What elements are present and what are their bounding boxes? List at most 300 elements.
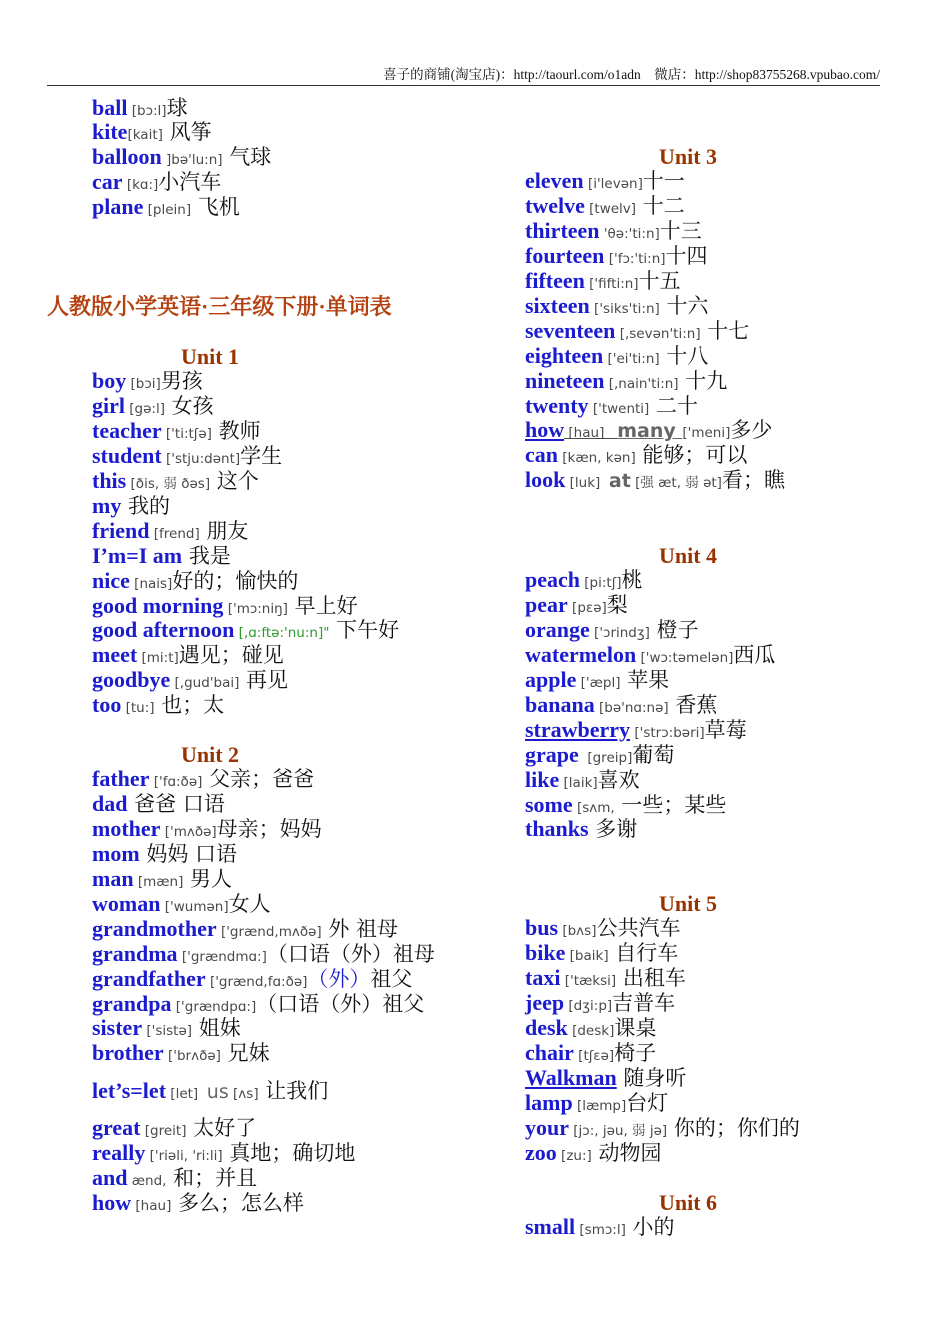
english-word: mother (92, 816, 161, 842)
phonetic-transcription: [gə:l] (125, 401, 165, 418)
vocab-entry-twelve (525, 194, 851, 219)
phonetic-transcription: ['strɔ:bəri] (630, 724, 705, 741)
vocab-entry-peach (525, 568, 851, 593)
vocab-entry-man (92, 867, 435, 892)
phonetic-transcription: ['grænd,fɑ:ðə] (205, 973, 308, 990)
phonetic-transcription: ['twenti] (588, 400, 650, 417)
english-word: car (92, 169, 123, 195)
phonetic-transcription: [kæn, kən] (558, 450, 636, 467)
english-word: chair (525, 1039, 574, 1065)
english-word: bike (525, 940, 566, 966)
vocab-entry-bus (525, 916, 851, 941)
english-word: this (92, 468, 127, 494)
english-word: father (92, 766, 150, 792)
phonetic-transcription: [bə'nɑ:nə] (594, 699, 669, 716)
phonetic-transcription: [pi:tʃ] (580, 575, 622, 592)
english-word: can (525, 442, 558, 468)
phonetic-transcription: [,gud'bai] (170, 675, 240, 692)
phonetic-transcription: ['fifti:n] (584, 276, 639, 293)
chinese-meaning: 球 (166, 95, 188, 120)
vocab-entry-eleven (525, 169, 851, 194)
chinese-meaning: 草莓 (704, 717, 747, 742)
phonetic-transcription: ['mʌðə] (160, 824, 217, 841)
phonetic-transcription: [mæn] (133, 874, 184, 891)
vocab-entry-too (92, 693, 399, 718)
vocab-entry-woman (92, 892, 435, 917)
english-word: goodbye (92, 667, 171, 693)
english-word: boy (92, 368, 127, 394)
unit-1-section (92, 345, 399, 718)
english-word: twelve (525, 193, 585, 219)
english-word: sister (92, 1015, 143, 1041)
english-word-extra: us (206, 1080, 229, 1103)
english-word: pear (525, 592, 568, 618)
phonetic-transcription: ['ei'ti:n] (603, 350, 660, 367)
shop-info-text: 喜子的商铺(淘宝店)：http://taourl.com/o1adn 微店：http://shop83755268.vpubao.com/ (383, 67, 880, 82)
chinese-meaning: 自行车 (608, 941, 679, 966)
vocab-entry-fourteen (525, 244, 851, 269)
chinese-meaning: 十六 (659, 293, 709, 318)
chinese-meaning: 让我们 (258, 1078, 329, 1103)
english-word: bus (525, 915, 559, 941)
vocab-entry-grandmother (92, 917, 435, 942)
vocab-entry-good-morning (92, 594, 399, 619)
chinese-meaning: 早上好 (287, 593, 358, 618)
english-word: desk (525, 1015, 568, 1041)
english-word: your (525, 1114, 569, 1140)
chinese-meaning: 十二 (636, 194, 685, 219)
english-word: zoo (525, 1139, 557, 1165)
vocab-entry-this (92, 469, 399, 494)
vocab-entry-fifteen (525, 269, 851, 294)
phonetic-transcription: ['grændmɑ:] (177, 948, 267, 965)
english-word: peach (525, 567, 580, 593)
chinese-meaning: 一些；某些 (614, 792, 727, 817)
vocab-entry-goodbye (92, 668, 399, 693)
phonetic-transcription: 'θə:'ti:n] (599, 226, 660, 243)
phonetic-transcription: [jɔ:, jəu, 弱 jə] (569, 1122, 668, 1139)
english-word: grandfather (92, 965, 206, 991)
english-word: taxi (525, 965, 561, 991)
phonetic-transcription: ['fɑ:ðə] (149, 774, 203, 791)
english-word: orange (525, 617, 590, 643)
phonetic-transcription: ['wumən] (160, 898, 229, 915)
vocab-entry-jeep (525, 991, 851, 1016)
vocab-list-continued (92, 96, 271, 220)
vocab-entry-apple (525, 668, 851, 693)
phonetic-transcription: ['ti:tʃə] (161, 426, 212, 443)
phonetic-transcription: [laik] (559, 774, 598, 791)
english-word-extra: at (608, 470, 631, 493)
vocab-entry-lamp (525, 1091, 851, 1116)
phonetic-transcription: [nais] (129, 575, 173, 592)
english-word: brother (92, 1040, 164, 1066)
page-title: 人教版小学英语·三年级下册·单词表 (47, 294, 392, 319)
chinese-meaning: 西瓜 (733, 643, 776, 668)
vocab-entry-mother (92, 817, 435, 842)
chinese-meaning: 吉普车 (612, 991, 676, 1016)
chinese-meaning: 妈妈 口语 (139, 842, 238, 867)
unit-title: Unit 6 (658, 1189, 718, 1215)
english-word: grandmother (92, 915, 217, 941)
english-word: too (92, 692, 122, 718)
phonetic-transcription: [luk] (565, 475, 609, 492)
chinese-meaning: 十一 (642, 169, 685, 194)
english-word: like (525, 766, 560, 792)
chinese-meaning: 再见 (239, 668, 289, 693)
english-word: great (92, 1115, 141, 1141)
chinese-meaning: 十八 (659, 343, 709, 368)
vocab-entry-kite (92, 120, 271, 145)
chinese-meaning: 也；太 (154, 693, 225, 718)
chinese-meaning: 女人 (228, 891, 271, 916)
unit-5-section (525, 892, 851, 1166)
chinese-meaning: 台灯 (626, 1090, 669, 1115)
phonetic-transcription: [frend] (149, 525, 200, 542)
phonetic-transcription: ]bə'lu:n] (161, 152, 223, 169)
phonetic-transcription: [greit] (140, 1123, 187, 1140)
chinese-meaning: 祖父 (370, 966, 413, 991)
phonetic-transcription: [ðis, 弱 ðəs] (126, 476, 211, 493)
phonetic-transcription: [kɑ:] (122, 177, 159, 194)
vocab-entry-friend (92, 519, 399, 544)
english-word: student (92, 443, 162, 469)
chinese-meaning: 朋友 (199, 518, 249, 543)
english-word: woman (92, 890, 161, 916)
phonetic-transcription: [强 æt, 弱 ət] (630, 475, 722, 492)
chinese-meaning: 多少 (730, 418, 773, 443)
vocab-entry-nineteen (525, 369, 851, 394)
phonetic-transcription: ['æpl] (576, 675, 621, 692)
vocab-entry-zoo (525, 1141, 851, 1166)
english-word: teacher (92, 418, 162, 444)
vocab-entry-sister (92, 1016, 435, 1041)
phonetic-transcription: ['sistə] (142, 1023, 193, 1040)
phonetic-transcription: [let] (166, 1085, 207, 1102)
chinese-meaning: 下午好 (329, 618, 400, 643)
english-word: grandpa (92, 990, 172, 1016)
english-word: look (525, 467, 566, 493)
phonetic-transcription: ['stju:dənt] (161, 451, 241, 468)
english-word: good afternoon (92, 617, 235, 643)
vocab-entry-sixteen (525, 294, 851, 319)
phonetic-transcription: [,ɑ:ftə:'nu:n]" (234, 625, 330, 642)
chinese-meaning: 桃 (621, 568, 643, 593)
english-word: kite (92, 119, 128, 145)
chinese-meaning: 十三 (659, 219, 702, 244)
chinese-meaning: 气球 (222, 145, 272, 170)
chinese-meaning: 学生 (240, 444, 283, 469)
english-word: apple (525, 667, 577, 693)
vocab-entry-pear (525, 593, 851, 618)
phonetic-transcription: ['wɔ:təmelən] (636, 650, 734, 667)
english-word: friend (92, 517, 150, 543)
phonetic-transcription: ['brʌðə] (163, 1048, 221, 1065)
phonetic-transcription: [bʌs] (558, 923, 597, 940)
chinese-meaning: 十七 (700, 318, 750, 343)
chinese-meaning: 遇见；碰见 (178, 643, 284, 668)
english-word: really (92, 1140, 146, 1166)
unit-3-section (525, 145, 851, 493)
english-word: thanks (525, 816, 589, 842)
vocab-entry-mom (92, 842, 435, 867)
vocab-entry-like (525, 768, 851, 793)
chinese-meaning: 飞机 (191, 195, 240, 220)
english-word: sixteen (525, 292, 590, 318)
phonetic-transcription: [,sevən'ti:n] (615, 325, 701, 342)
chinese-meaning: 你的；你们的 (667, 1115, 800, 1140)
unit-word-list (525, 1215, 851, 1240)
phonetic-transcription: [tu:] (121, 700, 155, 717)
english-word: how (92, 1189, 132, 1215)
unit-word-list (92, 369, 399, 717)
english-word: some (525, 791, 573, 817)
chinese-meaning: 教师 (211, 419, 261, 444)
vocab-entry-really (92, 1141, 435, 1166)
chinese-meaning: 兄妹 (220, 1041, 270, 1066)
vocab-entry-banana (525, 693, 851, 718)
english-word: banana (525, 691, 595, 717)
chinese-meaning: 十五 (638, 269, 681, 294)
english-word: thirteen (525, 218, 600, 244)
vocab-entry-meet (92, 643, 399, 668)
phonetic-transcription: [dʒi:p] (564, 998, 613, 1015)
phonetic-transcription: [twelv] (584, 201, 637, 218)
vocab-entry-student (92, 444, 399, 469)
english-word: man (92, 866, 134, 892)
vocab-entry-thirteen (525, 219, 851, 244)
vocab-entry-let-s-let (92, 1079, 435, 1104)
phonetic-transcription: [i'levən] (583, 176, 643, 193)
chinese-meaning: 多么；怎么样 (171, 1190, 305, 1215)
vocab-entry-walkman (525, 1066, 851, 1091)
vocab-entry-grandpa (92, 992, 435, 1017)
vocab-entry-look (525, 468, 851, 493)
vocab-entry-how (92, 1191, 435, 1216)
vocab-entry-i-m-i-am (92, 544, 399, 569)
chinese-meaning: 姐妹 (192, 1016, 241, 1041)
vocab-entry-good-afternoon (92, 618, 399, 643)
chinese-meaning: 我是 (182, 543, 231, 568)
unit-word-list (92, 767, 435, 1215)
chinese-meaning: 看；瞧 (721, 468, 785, 493)
vocab-entry-and (92, 1166, 435, 1191)
english-word: nice (92, 567, 130, 593)
chinese-meaning: 二十 (649, 393, 699, 418)
english-word: twenty (525, 392, 589, 418)
english-word: eleven (525, 168, 584, 194)
english-word: how (525, 417, 565, 443)
chinese-meaning: 喜欢 (597, 767, 640, 792)
chinese-meaning: 风筝 (162, 120, 212, 145)
header-divider (47, 85, 880, 86)
unit-word-list (525, 169, 851, 493)
vocab-entry-some (525, 793, 851, 818)
chinese-meaning: 小汽车 (158, 170, 222, 195)
chinese-meaning: 十四 (665, 244, 708, 269)
unit-2-section (92, 743, 435, 1216)
chinese-meaning: 母亲；妈妈 (216, 817, 322, 842)
vocab-entry-car (92, 170, 271, 195)
vocab-entry-father (92, 767, 435, 792)
phonetic-transcription: [bɔ:l] (127, 102, 167, 119)
phonetic-transcription: [sʌm, (572, 799, 615, 816)
vocab-entry-eighteen (525, 344, 851, 369)
chinese-meaning: 梨 (606, 593, 628, 618)
chinese-meaning: 椅子 (614, 1040, 657, 1065)
vocab-entry-how (525, 418, 851, 443)
english-word: fifteen (525, 268, 585, 294)
chinese-meaning: 真地；确切地 (222, 1141, 356, 1166)
english-word: balloon (92, 144, 162, 170)
phonetic-transcription: [tʃɛə] (573, 1047, 615, 1064)
english-word: plane (92, 194, 144, 220)
english-word: nineteen (525, 367, 605, 393)
vocab-entry-your (525, 1116, 851, 1141)
vocab-entry-desk (525, 1016, 851, 1041)
english-word: my (92, 492, 122, 518)
phonetic-transcription: [zu:] (556, 1147, 592, 1164)
english-word: small (525, 1214, 576, 1240)
vocab-entry-twenty (525, 394, 851, 419)
vocab-entry-ball (92, 96, 271, 121)
english-word: I’m=I am (92, 542, 183, 568)
chinese-meaning: （外） (307, 966, 371, 991)
phonetic-transcription: [bɔi] (126, 376, 161, 393)
phonetic-transcription: [pɛə] (567, 600, 607, 617)
vocab-entry-grandma (92, 942, 435, 967)
vocab-entry-watermelon (525, 643, 851, 668)
phonetic-transcription: [desk] (567, 1023, 615, 1040)
vocab-entry-orange (525, 618, 851, 643)
english-word: meet (92, 642, 138, 668)
vocab-entry-can (525, 443, 851, 468)
vocab-entry-teacher (92, 419, 399, 444)
phonetic-transcription: [smɔ:l] (575, 1222, 626, 1239)
chinese-meaning: 小的 (625, 1215, 675, 1240)
english-word: jeep (525, 990, 565, 1016)
english-word: seventeen (525, 317, 616, 343)
phonetic-transcription: [,nain'ti:n] (604, 375, 679, 392)
vocab-entry-taxi (525, 966, 851, 991)
chinese-meaning: 苹果 (620, 668, 670, 693)
english-word-extra: many (617, 420, 683, 443)
english-word: and (92, 1165, 128, 1191)
phonetic-transcription: ['mɔ:niŋ] (223, 600, 288, 617)
chinese-meaning: 父亲；爸爸 (202, 767, 315, 792)
vocab-entry-plane (92, 195, 271, 220)
english-word: watermelon (525, 642, 637, 668)
unit-title: Unit 4 (658, 542, 718, 568)
unit-title: Unit 1 (180, 343, 240, 369)
phonetic-transcription: [mi:t] (137, 650, 179, 667)
chinese-meaning: 太好了 (186, 1116, 257, 1141)
chinese-meaning: 出租车 (616, 966, 686, 991)
chinese-meaning: 课桌 (614, 1016, 657, 1041)
phonetic-transcription: [plein] (143, 202, 192, 219)
chinese-meaning: 动物园 (591, 1140, 662, 1165)
phonetic-transcription: ['grændpɑ:] (171, 998, 257, 1015)
chinese-meaning: 这个 (210, 469, 259, 494)
phonetic-transcription: [baik] (565, 948, 609, 965)
chinese-meaning: 橙子 (649, 618, 699, 643)
phonetic-transcription: [hau] (131, 1197, 172, 1214)
unit-title: Unit 2 (180, 741, 240, 767)
chinese-meaning: 葡萄 (632, 742, 675, 767)
english-word: girl (92, 393, 125, 419)
chinese-meaning: 香蕉 (668, 692, 718, 717)
chinese-meaning: 多谢 (588, 817, 638, 842)
phonetic-transcription: [ʌs] (228, 1085, 259, 1102)
english-word: fourteen (525, 243, 605, 269)
english-word: let’s=let (92, 1077, 167, 1103)
chinese-meaning: （口语（外）祖父 (256, 991, 425, 1016)
page-header (383, 66, 880, 84)
chinese-meaning: （口语（外）祖母 (266, 941, 435, 966)
chinese-meaning: 公共汽车 (596, 916, 681, 941)
vocab-entry-chair (525, 1041, 851, 1066)
english-word: grandma (92, 940, 178, 966)
english-word: mom (92, 841, 140, 867)
english-word: grape (525, 741, 579, 767)
vocab-entry-dad (92, 792, 435, 817)
phonetic-transcription: ['siks'ti:n] (589, 300, 660, 317)
chinese-meaning: 和；并且 (166, 1166, 258, 1191)
vocab-entry-seventeen (525, 319, 851, 344)
chinese-meaning: 男人 (183, 867, 233, 892)
vocab-entry-grape (525, 743, 851, 768)
vocab-entry-my (92, 494, 399, 519)
english-word: good morning (92, 592, 224, 618)
english-word: Walkman (525, 1064, 617, 1090)
unit-title: Unit 5 (658, 890, 718, 916)
phonetic-transcription: ['tæksi] (560, 973, 617, 990)
chinese-meaning: 随身听 (616, 1065, 687, 1090)
chinese-meaning: 好的；愉快的 (172, 568, 299, 593)
vocab-entry-great (92, 1116, 435, 1141)
english-word: dad (92, 791, 128, 817)
unit-4-section (525, 544, 851, 843)
english-word: eighteen (525, 342, 604, 368)
english-word: ball (92, 94, 128, 120)
phonetic-transcription: ['riəli, 'ri:li] (145, 1148, 223, 1165)
vocab-entry-thanks (525, 817, 851, 842)
vocab-entry-small (525, 1215, 851, 1240)
phonetic-transcription: ænd, (127, 1173, 167, 1190)
vocab-entry-brother (92, 1041, 435, 1066)
english-word: strawberry (525, 716, 631, 742)
vocab-entry-boy (92, 369, 399, 394)
vocab-entry-bike (525, 941, 851, 966)
phonetic-transcription: [kait] (127, 127, 163, 144)
chinese-meaning: 女孩 (165, 394, 214, 419)
unit-6-section (525, 1191, 851, 1241)
chinese-meaning: 能够；可以 (635, 443, 748, 468)
phonetic-transcription: ['ɔrindʒ] (589, 625, 650, 642)
phonetic-transcription: ['grænd,mʌðə] (216, 923, 322, 940)
vocab-entry-grandfather (92, 967, 435, 992)
vocab-entry-nice (92, 569, 399, 594)
unit-title: Unit 3 (658, 143, 718, 169)
chinese-meaning: 十九 (678, 368, 728, 393)
phonetic-transcription: [læmp] (572, 1097, 627, 1114)
phonetic-transcription: [greip] (578, 749, 633, 766)
chinese-meaning: 爸爸 口语 (127, 792, 225, 817)
phonetic-transcription: ['meni] (682, 425, 731, 442)
unit-word-list (525, 916, 851, 1165)
chinese-meaning: 男孩 (160, 369, 203, 394)
vocab-entry-strawberry (525, 718, 851, 743)
